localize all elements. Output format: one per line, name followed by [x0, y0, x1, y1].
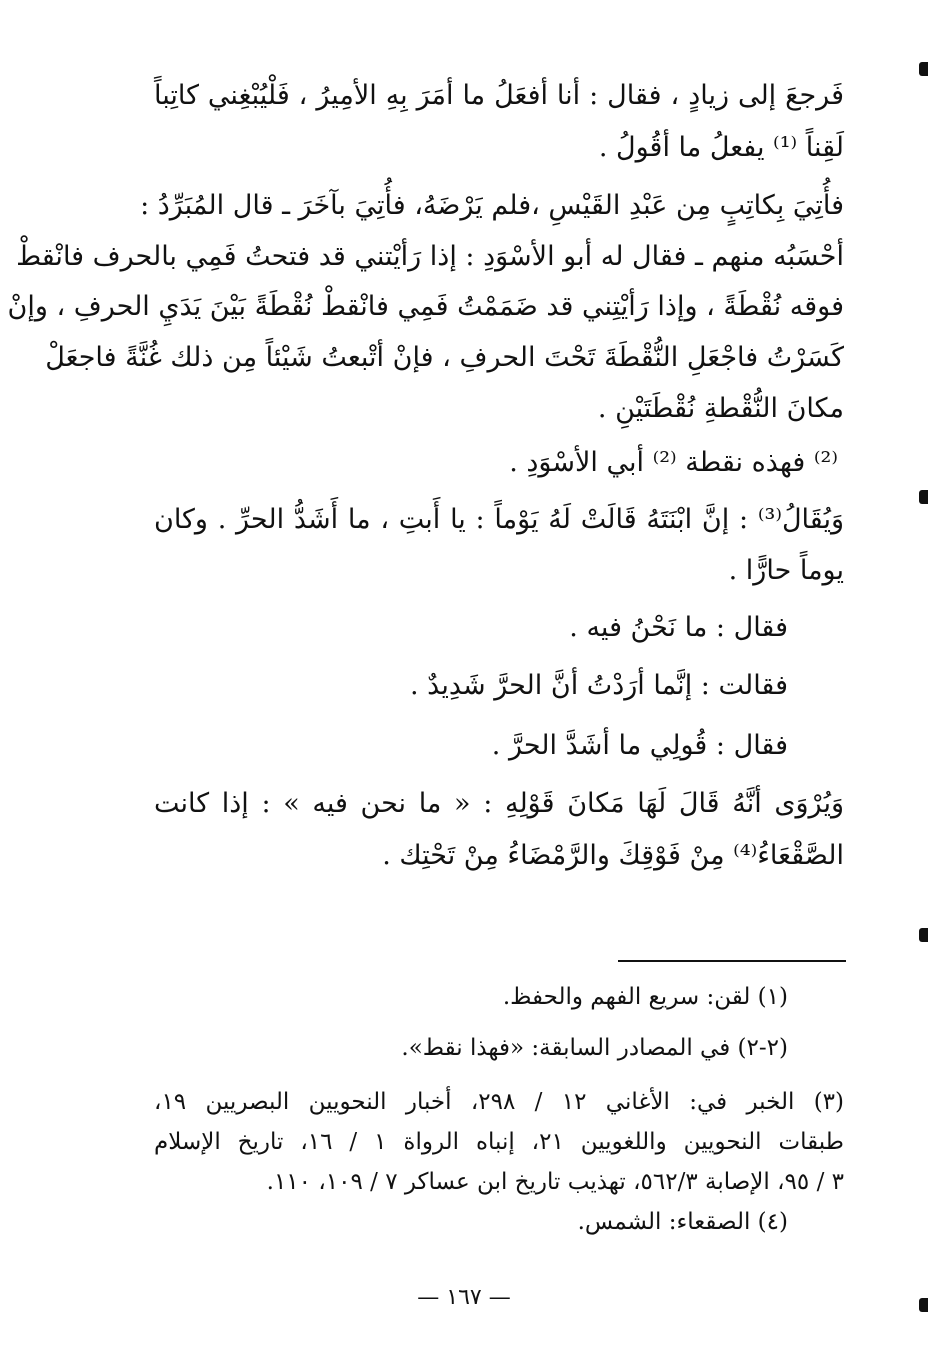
text-line: كَسَرْتُ فاجْعَلِ النُّقْطَةَ تَحْتَ الحرفِ ، فإنْ أتْبعتُ شَيْئاً مِن ذلك غُنَّةً فاجعَلْ	[45, 342, 844, 373]
text-line: فقالت : إنَّما أرَدْتُ أنَّ الحرَّ شَدِيدٌ .	[410, 670, 788, 701]
text-line: فقال : قُولِي ما أشَدَّ الحرَّ .	[491, 730, 788, 761]
text-line: فأُتِيَ بِكاتِبٍ مِن عَبْدِ القَيْسِ ،فلم يَرْضَهُ، فأُتِيَ بآخَرَ ـ قال المُبَرِّدُ :	[140, 190, 844, 221]
scan-edge-mark	[919, 62, 928, 76]
page-number: — ١٦٧ —	[417, 1285, 511, 1310]
scan-edge-mark	[919, 928, 928, 942]
text-line: الصَّقْعَاءُ⁽⁴⁾ مِنْ فَوْقِكَ والرَّمْضَاءُ مِنْ تَحْتِك .	[382, 840, 844, 871]
footnote-line: (١) لقن: سريع الفهم والحفظ.	[502, 984, 788, 1010]
scan-edge-mark	[919, 1298, 928, 1312]
footnote-separator	[618, 960, 846, 962]
footnote-line: (٢-٢) في المصادر السابقة: «فهذا نقط».	[401, 1035, 788, 1061]
text-line: فَرجعَ إلى زيادٍ ، فقال : أنا أفعَلُ ما أمَرَ بِهِ الأمِيرُ ، فَلْيُبْغِني كاتِباً	[154, 80, 844, 111]
text-line: فوقه نُقْطَةً ، وإذا رَأيْتِني قد ضَمَمْتُ فَمِي فانْقطْ نُقْطَةً بَيْنَ يَدَيِ الحرفِ ، وإنْ	[7, 291, 844, 322]
footnote-line: ٣ / ٩٥، الإصابة ٥٦٢/٣، تهذيب تاريخ ابن عساكر ٧ / ١٠٩، ١١٠.	[266, 1169, 844, 1195]
text-line: أحْسَبُه منهم ـ فقال له أبو الأسْوَدِ : إذا رَأيْتني قد فتحتُ فَمِي بالحرف فانْقطْ	[16, 241, 844, 272]
text-line: وَيُرْوَى أنَّهُ قَالَ لَهَا مَكانَ قَوْلِهِ : « ما نحن فيه » : إذا كانت	[154, 788, 844, 819]
footnote-line: (٤) الصقعاء: الشمس.	[577, 1209, 788, 1235]
text-line: فقال : ما نَحْنُ فيه .	[569, 612, 788, 643]
text-line: مكانَ النُّقْطةِ نُقْطَتَيْنِ .	[597, 393, 844, 424]
text-line: لَقِناً ⁽¹⁾ يفعلُ ما أقُولُ .	[598, 132, 844, 163]
text-line: ⁽²⁾ فهذه نقطة ⁽²⁾ أبي الأسْوَدِ .	[509, 447, 838, 478]
text-line: يوماً حارًّا .	[728, 555, 844, 586]
footnote-line: طبقات النحويين واللغويين ٢١، إنباه الرواة ١ / ١٦، تاريخ الإسلام	[154, 1129, 844, 1155]
footnote-line: (٣) الخبر في: الأغاني ١٢ / ٢٩٨، أخبار النحويين البصريين ١٩،	[154, 1089, 845, 1115]
text-line: وَيُقَالُ⁽³⁾ : إنَّ ابْنَتَهُ قَالَتْ لَهُ يَوْماً : يا أَبتِ ، ما أَشَدُّ الحرِّ . وكان	[154, 504, 844, 535]
scan-edge-mark	[919, 490, 928, 504]
